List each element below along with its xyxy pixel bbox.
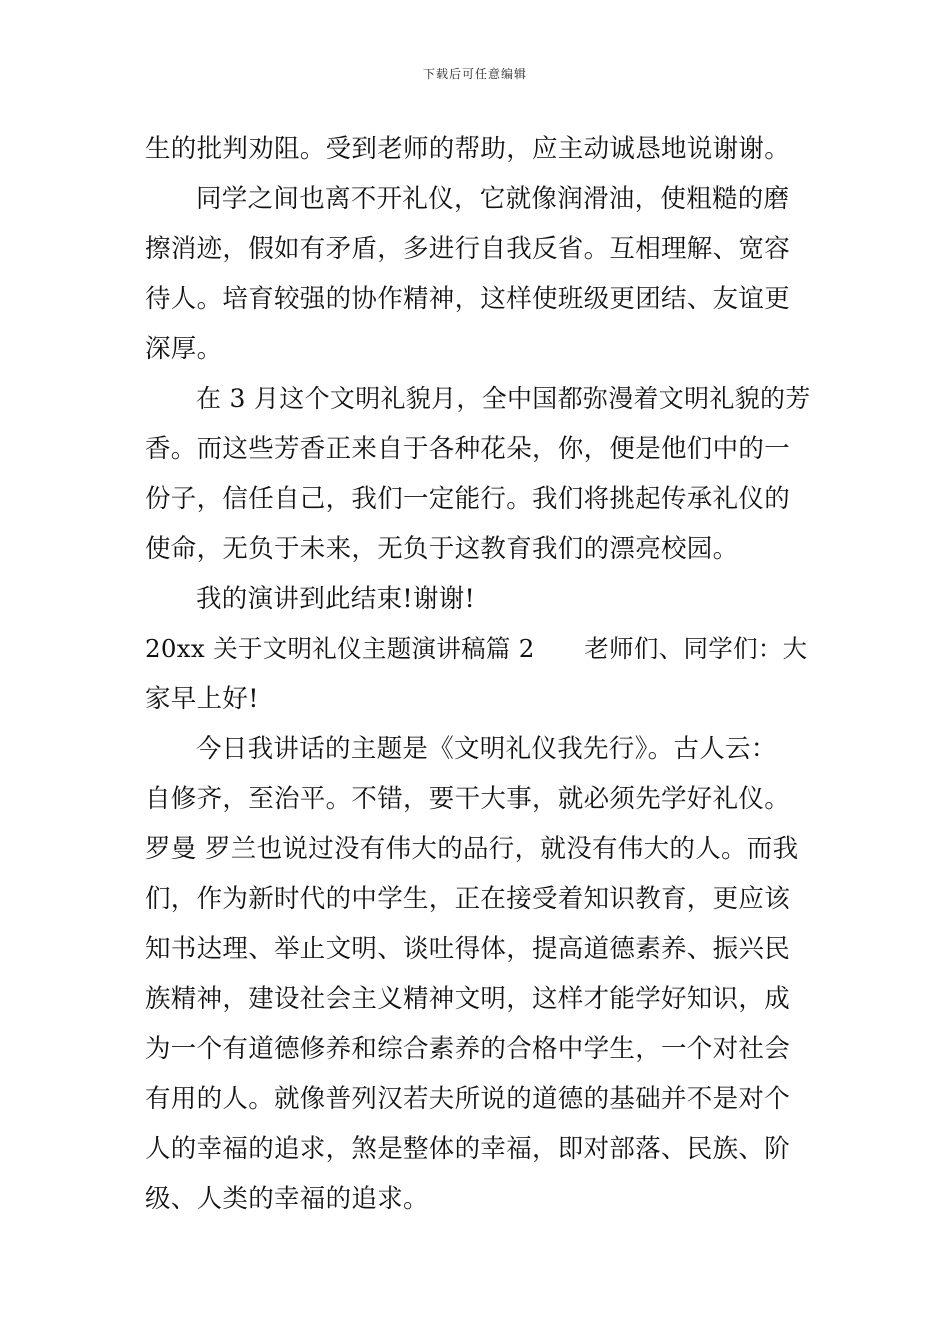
text-line: 深厚。 — [145, 334, 223, 364]
text-line: 罗曼 罗兰也说过没有伟大的品行，就没有伟大的人。而我 — [145, 834, 799, 864]
text-line: 生的批判劝阻。受到老师的帮助，应主动诚恳地说谢谢。 — [145, 134, 791, 164]
text-line: 香。而这些芳香正来自于各种花朵，你，便是他们中的一 — [145, 434, 791, 464]
text-line: 家早上好! — [145, 684, 259, 714]
text-line: 同学之间也离不开礼仪，它就像润滑油，使粗糙的磨 — [196, 184, 790, 214]
text-line: 在 3 月这个文明礼貌月，全中国都弥漫着文明礼貌的芳 — [196, 384, 811, 413]
text-line: 有用的人。就像普列汉若夫所说的道德的基础并不是对个 — [145, 1084, 791, 1114]
text-line: 知书达理、举止文明、谈吐得体，提高道德素养、振兴民 — [145, 934, 791, 964]
text-line: 使命，无负于未来，无负于这教育我们的漂亮校园。 — [145, 534, 739, 564]
text-line: 族精神，建设社会主义精神文明，这样才能学好知识，成 — [145, 984, 791, 1014]
text-line: 为一个有道德修养和综合素养的合格中学生，一个对社会 — [145, 1034, 791, 1064]
text-line: 待人。培育较强的协作精神，这样使班级更团结、友谊更 — [145, 284, 791, 314]
text-line: 份子，信任自己，我们一定能行。我们将挑起传承礼仪的 — [145, 484, 791, 514]
page-header: 下载后可任意编辑 — [422, 67, 527, 81]
text-line: 自修齐，至治平。不错，要干大事，就必须先学好礼仪。 — [145, 784, 791, 814]
text-line: 擦消迹，假如有矛盾，多进行自我反省。互相理解、宽容 — [145, 234, 791, 264]
text-line: 们，作为新时代的中学生，正在接受着知识教育，更应该 — [145, 884, 791, 914]
text-line: 人的幸福的追求，煞是整体的幸福，即对部落、民族、阶 — [145, 1134, 791, 1164]
text-line: 20xx 关于文明礼仪主题演讲稿篇 2 老师们、同学们：大 — [145, 634, 808, 663]
text-line: 今日我讲话的主题是《文明礼仪我先行》。古人云： — [196, 734, 777, 764]
text-line: 我的演讲到此结束!谢谢! — [196, 584, 476, 614]
text-line: 级、人类的幸福的追求。 — [145, 1184, 429, 1214]
